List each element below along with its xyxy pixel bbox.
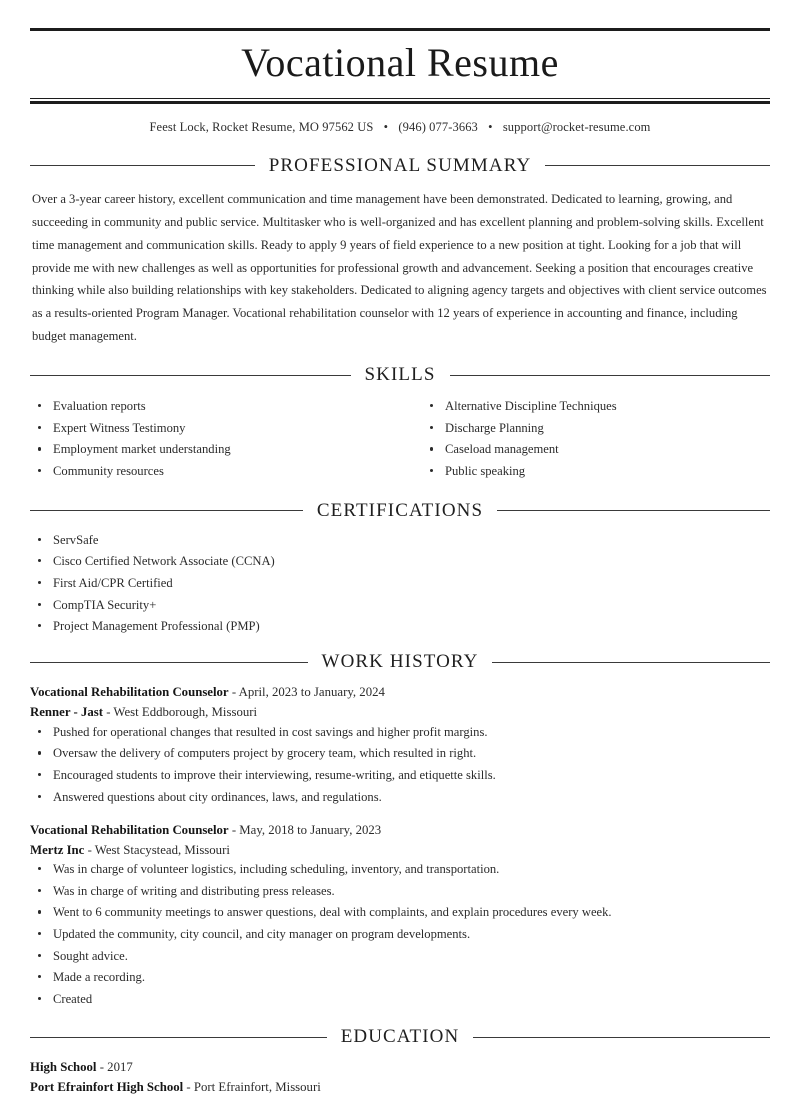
list-item: Sought advice. [30, 947, 770, 965]
education-location: Port Efrainfort, Missouri [193, 1080, 321, 1095]
job-dash: - [231, 822, 237, 837]
list-item: Oversaw the delivery of computers project by grocery team, which resulted in right. [30, 744, 770, 762]
list-item: Project Management Professional (PMP) [30, 617, 770, 635]
section-skills [30, 364, 770, 484]
heading-rule-left [30, 510, 303, 511]
job-company-line [30, 702, 770, 722]
section-title-work-history: WORK HISTORY [321, 651, 479, 673]
section-heading-summary [30, 155, 770, 177]
section-title-education: EDUCATION [340, 1026, 460, 1048]
heading-rule-left [30, 165, 255, 166]
contact-email[interactable]: support@rocket-resume.com [502, 119, 651, 134]
list-item: Went to 6 community meetings to answer questions, deal with complaints, and explain procedures every week. [30, 903, 770, 921]
job-dates: May, 2018 to January, 2023 [239, 822, 382, 837]
contact-separator-1: • [383, 119, 389, 134]
list-item: Caseload management [422, 440, 770, 458]
list-item: Updated the community, city council, and city manager on program developments. [30, 925, 770, 943]
job-title-line [30, 820, 770, 840]
contact-address: Feest Lock, Rocket Resume, MO 97562 US [149, 119, 374, 134]
skills-columns [30, 395, 770, 484]
company-dash: - [106, 705, 111, 720]
section-heading-certifications [30, 500, 770, 522]
job-company: Renner - Jast [30, 705, 103, 720]
list-item: First Aid/CPR Certified [30, 574, 770, 592]
resume-page [0, 28, 800, 1097]
contact-phone[interactable]: (946) 077-3663 [398, 119, 478, 134]
job-title: Vocational Rehabilitation Counselor [30, 822, 229, 837]
job-location: West Stacystead, Missouri [94, 842, 230, 857]
list-item: Public speaking [422, 462, 770, 480]
list-item: Employment market understanding [30, 440, 400, 458]
section-heading-skills [30, 364, 770, 386]
list-item: Expert Witness Testimony [30, 419, 400, 437]
list-item: Alternative Discipline Techniques [422, 397, 770, 415]
list-item: Was in charge of volunteer logistics, including scheduling, inventory, and transportation. [30, 860, 770, 878]
list-item: Community resources [30, 462, 400, 480]
certifications-list [30, 531, 770, 636]
skills-list-right [422, 397, 770, 480]
section-title-certifications: CERTIFICATIONS [316, 499, 484, 521]
job-location: West Eddborough, Missouri [113, 705, 258, 720]
job-bullets [30, 860, 770, 1008]
list-item: Created [30, 990, 770, 1008]
list-item: Pushed for operational changes that resulted in cost savings and higher profit margins. [30, 723, 770, 741]
heading-rule-right [450, 375, 771, 376]
header-rule-thin [30, 98, 770, 99]
list-item: Evaluation reports [30, 397, 400, 415]
job-title-line [30, 682, 770, 702]
education-school: Port Efrainfort High School [30, 1080, 184, 1095]
education-entry [30, 1057, 770, 1097]
job-title: Vocational Rehabilitation Counselor [30, 685, 229, 700]
page-title: Vocational Resume [241, 40, 559, 85]
section-work-history [30, 651, 770, 1008]
section-heading-work-history [30, 651, 770, 673]
job-company-line [30, 840, 770, 860]
heading-rule-right [492, 662, 770, 663]
job-company: Mertz Inc [30, 842, 85, 857]
job-dates: April, 2023 to January, 2024 [238, 685, 385, 700]
list-item: Discharge Planning [422, 419, 770, 437]
heading-rule-right [497, 510, 770, 511]
job-bullets [30, 723, 770, 806]
skills-column-left [30, 397, 400, 484]
heading-rule-right [473, 1037, 770, 1038]
list-item: Encouraged students to improve their interviewing, resume-writing, and etiquette skills. [30, 766, 770, 784]
section-certifications [30, 500, 770, 636]
job-dash: - [231, 685, 237, 700]
contact-separator-2: • [488, 119, 493, 134]
list-item: Answered questions about city ordinances, laws, and regulations. [30, 788, 770, 806]
summary-text: Over a 3-year career history, excellent communication and time management have been demonstrated. Dedicated to learning, growing, and succeeding in community and public service. Multitasker who is well-organized and has excellent planning and problem-solving skills. Excellent time management and communication skills. Ready to apply 9 years of field experience to a new position at tight. Looking for a job that will provide me with new challenges as well as opportunities for professional growth and advancement. Seeking a position that encourages creative thinking while also building relationships with key stakeholders. Dedicated to aligning agency targets and objectives with client service outcomes as a results-oriented Program Manager. Vocational rehabilitation counselor with 12 years of experience in accounting and finance, including budget management. [32, 191, 767, 344]
education-year: 2017 [107, 1060, 133, 1075]
skills-column-right [400, 397, 770, 484]
heading-rule-left [30, 1037, 327, 1038]
title-block [30, 31, 770, 90]
list-item: Made a recording. [30, 968, 770, 986]
skills-list-left [30, 397, 400, 480]
work-history-entry [30, 820, 770, 1008]
list-item: ServSafe [30, 531, 770, 549]
list-item: Was in charge of writing and distributing press releases. [30, 882, 770, 900]
section-professional-summary [30, 155, 770, 348]
company-dash: - [87, 842, 92, 857]
heading-rule-left [30, 662, 308, 663]
heading-rule-left [30, 375, 351, 376]
list-item: CompTIA Security+ [30, 596, 770, 614]
section-title-skills: SKILLS [364, 364, 436, 386]
education-school-dash: - [186, 1080, 191, 1095]
section-title-summary: PROFESSIONAL SUMMARY [268, 154, 532, 176]
education-dash: - [99, 1060, 104, 1075]
list-item: Cisco Certified Network Associate (CCNA) [30, 552, 770, 570]
heading-rule-right [545, 165, 770, 166]
education-school-line [30, 1077, 770, 1097]
work-history-entry [30, 682, 770, 805]
section-education [30, 1026, 770, 1097]
section-heading-education [30, 1026, 770, 1048]
education-degree: High School [30, 1060, 97, 1075]
contact-line [30, 104, 770, 141]
education-degree-line [30, 1057, 770, 1077]
